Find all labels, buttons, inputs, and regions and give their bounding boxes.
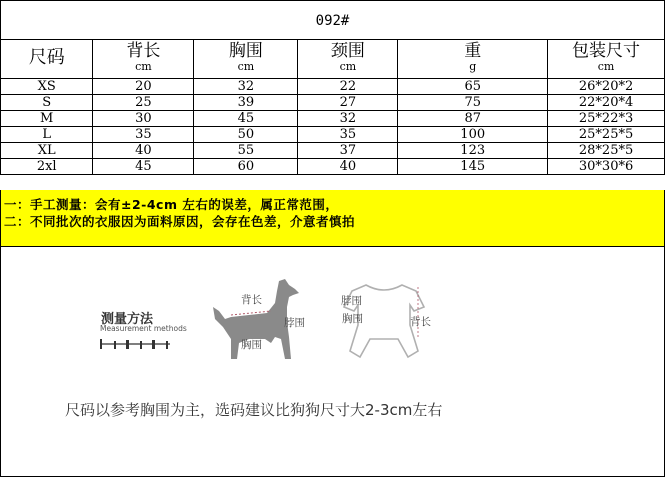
- cell-neck: 27: [298, 95, 398, 111]
- table-header-row: [1, 40, 665, 79]
- garment-back-label: 背长: [410, 316, 431, 328]
- note-color-difference: 二：不同批次的衣服因为面料原因，会存在色差，介意者慎拍: [4, 214, 356, 229]
- cell-weight: 87: [398, 111, 548, 127]
- cell-chest: 45: [194, 111, 298, 127]
- cell-chest: 55: [194, 143, 298, 159]
- cell-weight: 145: [398, 159, 548, 175]
- cell-neck: 40: [298, 159, 398, 175]
- size-recommendation-caption: 尺码以参考胸围为主，选码建议比狗狗尺寸大2-3cm左右: [65, 401, 443, 419]
- garment-chest-label: 胸围: [342, 313, 363, 325]
- header-weight: [398, 40, 548, 79]
- table-row: [1, 95, 665, 111]
- cell-neck: 22: [298, 79, 398, 95]
- header-unit: cm: [237, 60, 255, 73]
- size-table: [0, 39, 665, 175]
- cell-neck: 32: [298, 111, 398, 127]
- cell-package: 28*25*5: [548, 143, 665, 159]
- cell-chest: 50: [194, 127, 298, 143]
- header-unit: cm: [135, 60, 152, 73]
- notes-banner: [0, 190, 665, 247]
- method-title: 测量方法: [101, 312, 154, 327]
- cell-chest: 32: [194, 79, 298, 95]
- cell-package: 25*22*3: [548, 111, 665, 127]
- cell-chest: 60: [194, 159, 298, 175]
- cell-size: 2xl: [1, 159, 93, 175]
- dog-back-label: 背长: [241, 294, 262, 306]
- cell-size: L: [1, 127, 93, 143]
- header-label: 胸围: [228, 41, 263, 61]
- header-neck: [298, 40, 398, 79]
- method-subtitle: Measurement methods: [100, 324, 187, 333]
- cell-package: 22*20*4: [548, 95, 665, 111]
- cell-back-length: 30: [93, 111, 194, 127]
- measurement-guide: [0, 247, 665, 477]
- cell-back-length: 20: [93, 79, 194, 95]
- header-back-length: [93, 40, 194, 79]
- cell-weight: 100: [398, 127, 548, 143]
- cell-weight: 75: [398, 95, 548, 111]
- cell-package: 26*20*2: [548, 79, 665, 95]
- cell-package: 25*25*5: [548, 127, 665, 143]
- product-code-title: 092#: [0, 0, 665, 40]
- cell-neck: 35: [298, 127, 398, 143]
- table-row: [1, 127, 665, 143]
- header-label: 尺码: [28, 47, 65, 68]
- tape-measure-icon: [100, 337, 170, 351]
- cell-neck: 37: [298, 143, 398, 159]
- header-label: 包装尺寸: [572, 41, 641, 61]
- cell-weight: 65: [398, 79, 548, 95]
- cell-chest: 39: [194, 95, 298, 111]
- header-size: [1, 40, 93, 79]
- cell-size: XS: [1, 79, 93, 95]
- table-row: [1, 159, 665, 175]
- cell-size: M: [1, 111, 93, 127]
- cell-back-length: 40: [93, 143, 194, 159]
- note-measurement-error: 一：手工测量：会有±2-4cm 左右的误差，属正常范围，: [4, 197, 339, 212]
- cell-weight: 123: [398, 143, 548, 159]
- cell-size: S: [1, 95, 93, 111]
- header-label: 颈围: [330, 41, 365, 61]
- cell-back-length: 35: [93, 127, 194, 143]
- cell-size: XL: [1, 143, 93, 159]
- cell-back-length: 45: [93, 159, 194, 175]
- cell-back-length: 25: [93, 95, 194, 111]
- header-unit: cm: [597, 60, 615, 73]
- header-label: 重: [464, 41, 482, 61]
- table-row: [1, 79, 665, 95]
- header-unit: cm: [339, 60, 357, 73]
- header-unit: g: [469, 60, 477, 73]
- header-label: 背长: [126, 41, 161, 61]
- header-chest: [194, 40, 298, 79]
- table-row: [1, 143, 665, 159]
- cell-package: 30*30*6: [548, 159, 665, 175]
- table-row: [1, 111, 665, 127]
- dog-neck-label: 脖围: [284, 317, 305, 329]
- header-package-size: [548, 40, 665, 79]
- garment-neck-label: 脖围: [341, 295, 362, 307]
- dog-chest-label: 胸围: [241, 339, 262, 351]
